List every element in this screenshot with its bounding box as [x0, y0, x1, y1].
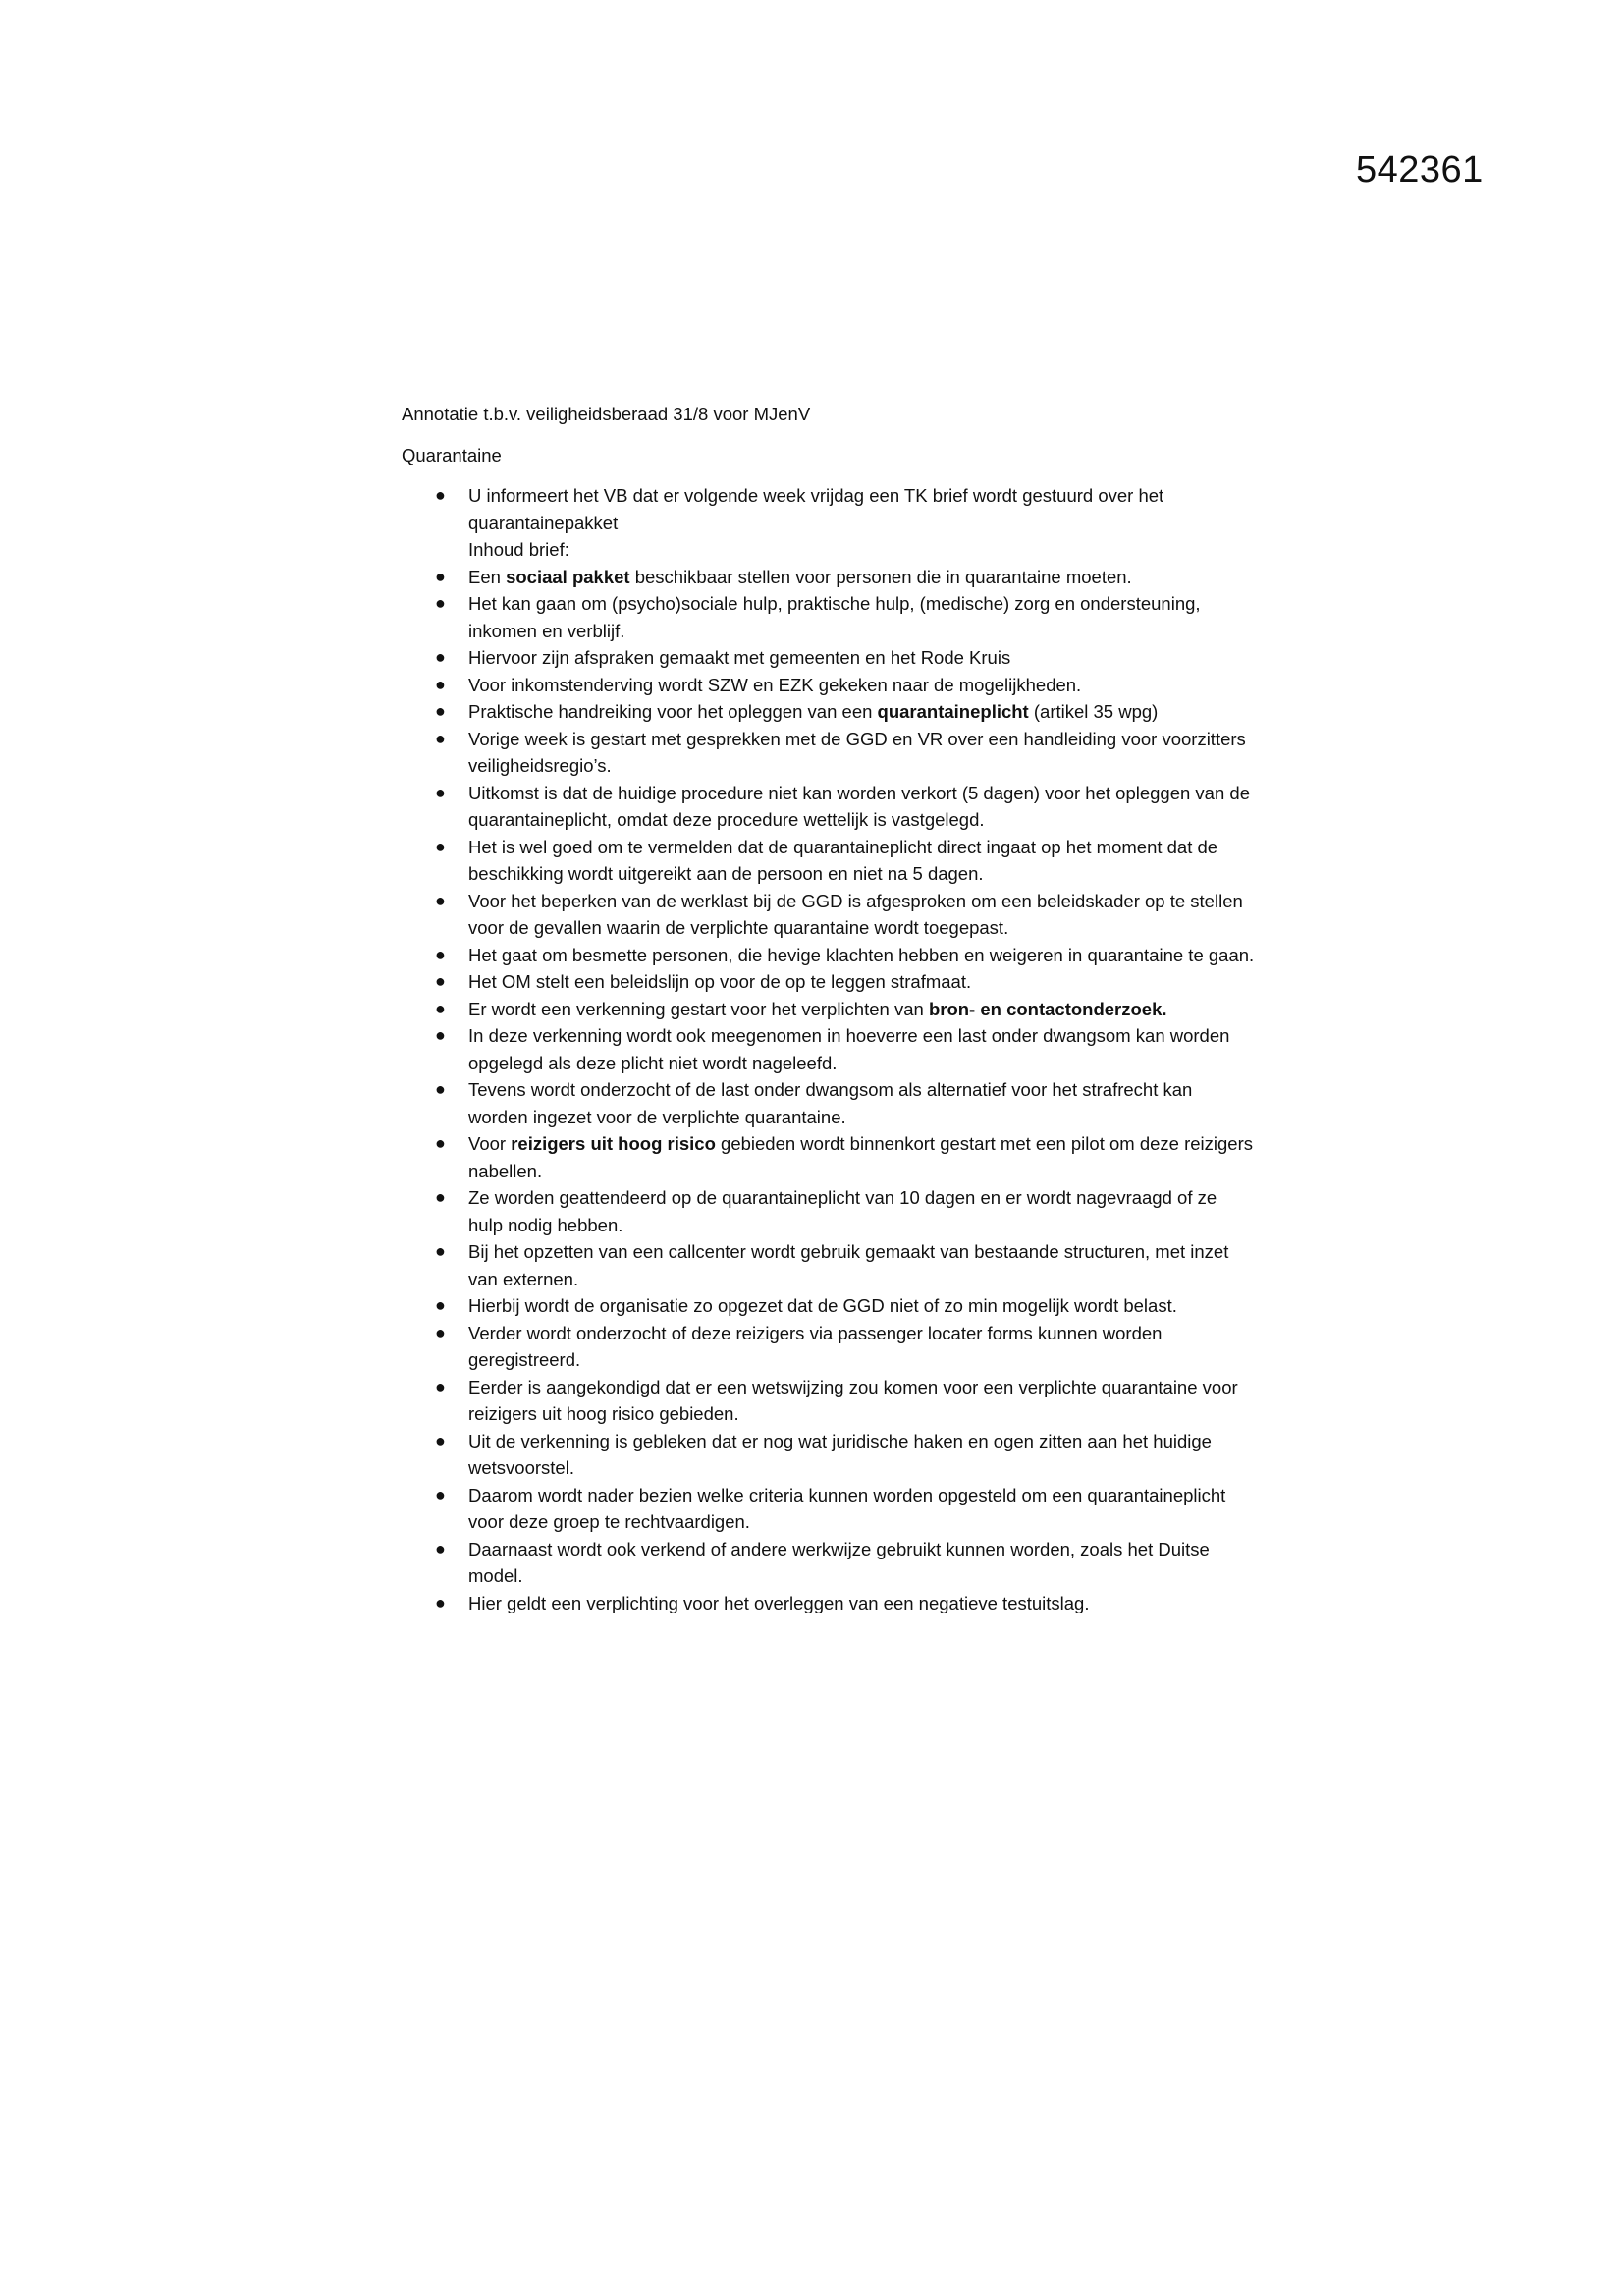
bullet-icon: ● — [435, 1430, 446, 1450]
list-item-text: Eerder is aangekondigd dat er een wetswijzing zou komen voor een verplichte quarantaine voor reizigers uit hoog risico gebieden. — [468, 1376, 1238, 1424]
bullet-icon: ● — [435, 944, 446, 964]
list-item-text: Het kan gaan om (psycho)sociale hulp, praktische hulp, (medische) zorg en ondersteuning, inkomen en verblijf. — [468, 593, 1201, 641]
inhoud-label: Inhoud brief: — [468, 539, 569, 560]
list-item-text-end: gebieden wordt binnenkort gestart met een pilot om deze reizigers nabellen. — [468, 1133, 1253, 1181]
list-item — [402, 942, 1256, 969]
list-item — [402, 1076, 1256, 1130]
bullet-icon: ● — [435, 1079, 446, 1099]
bullet-icon: ● — [435, 1241, 446, 1261]
bullet-icon: ● — [435, 674, 446, 694]
list-item-text: Er wordt een verkenning gestart voor het verplichten van — [468, 998, 929, 1019]
list-item-text: In deze verkenning wordt ook meegenomen in hoeverre een last onder dwangsom kan worden opgelegd als deze plicht niet wordt nageleefd. — [468, 1025, 1230, 1073]
list-item — [402, 968, 1256, 996]
list-item-emphasis: bron- en contactonderzoek. — [928, 998, 1167, 1019]
document-title: Annotatie t.b.v. veiligheidsberaad 31/8 voor MJenV — [402, 404, 811, 424]
list-item-text: Ze worden geattendeerd op de quarantaineplicht van 10 dagen en er wordt nagevraagd of ze hulp nodig hebben. — [468, 1187, 1217, 1235]
bullet-icon: ● — [435, 1025, 446, 1045]
list-item-text: Daarnaast wordt ook verkend of andere werkwijze gebruikt kunnen worden, zoals het Duitse model. — [468, 1538, 1210, 1586]
bullet-icon: ● — [435, 1133, 446, 1153]
list-item-text: Bij het opzetten van een callcenter wordt gebruik gemaakt van bestaande structuren, met inzet van externen. — [468, 1241, 1229, 1289]
bullet-icon: ● — [435, 1592, 446, 1613]
list-item — [402, 1238, 1256, 1292]
list-item — [402, 780, 1256, 834]
list-item — [402, 888, 1256, 942]
list-item — [402, 590, 1256, 644]
list-item — [402, 1130, 1256, 1184]
list-item-text: Het OM stelt een beleidslijn op voor de op te leggen strafmaat. — [468, 971, 972, 992]
list-item-text: Hier geldt een verplichting voor het overleggen van een negatieve testuitslag. — [468, 1592, 1090, 1613]
bullet-icon: ● — [435, 890, 446, 910]
list-item — [402, 996, 1256, 1023]
bullet-icon: ● — [435, 728, 446, 748]
bullet-icon: ● — [435, 1538, 446, 1558]
intro-list — [402, 482, 1256, 536]
section-heading: Quarantaine — [402, 444, 502, 465]
list-item — [402, 834, 1256, 888]
list-item — [402, 1184, 1256, 1238]
list-item-emphasis: quarantaineplicht — [877, 701, 1029, 722]
list-item-text: Voor inkomstenderving wordt SZW en EZK gekeken naar de mogelijkheden. — [468, 674, 1082, 695]
list-item — [402, 698, 1256, 726]
bullet-icon: ● — [435, 593, 446, 613]
list-item — [402, 672, 1256, 699]
bullet-icon: ● — [435, 701, 446, 721]
list-item-text: Voor het beperken van de werklast bij de GGD is afgesproken om een beleidskader op te stellen voor de gevallen waarin de verplichte quarantaine wordt toegepast. — [468, 890, 1243, 938]
list-item-text-end: (artikel 35 wpg) — [1028, 701, 1159, 722]
list-item-text: Daarom wordt nader bezien welke criteria kunnen worden opgesteld om een quarantaineplicht voor deze groep te rechtvaardigen. — [468, 1484, 1226, 1532]
list-item-text: Hierbij wordt de organisatie zo opgezet dat de GGD niet of zo min mogelijk wordt belast. — [468, 1295, 1177, 1316]
list-item-text: Praktische handreiking voor het opleggen van een — [468, 701, 878, 722]
list-item-emphasis: sociaal pakket — [506, 566, 630, 587]
bullet-icon: ● — [435, 647, 446, 667]
bullet-icon: ● — [435, 485, 446, 505]
list-item — [402, 564, 1256, 591]
list-item — [402, 1428, 1256, 1482]
list-item-text: Voor — [468, 1133, 512, 1154]
list-item-text-end: beschikbaar stellen voor personen die in quarantaine moeten. — [629, 566, 1132, 587]
list-item-text: Uitkomst is dat de huidige procedure niet kan worden verkort (5 dagen) voor het opleggen van de quarantaineplicht, omdat deze procedure wettelijk is vastgelegd. — [468, 782, 1250, 830]
list-item — [402, 482, 1256, 536]
list-item — [402, 1022, 1256, 1076]
list-item — [402, 644, 1256, 672]
document-body — [402, 401, 1256, 1616]
bullet-icon: ● — [435, 1376, 446, 1396]
bullet-icon: ● — [435, 836, 446, 856]
list-item-text: Het is wel goed om te vermelden dat de quarantaineplicht direct ingaat op het moment dat de beschikking wordt uitgereikt aan de persoon en niet na 5 dagen. — [468, 836, 1218, 884]
list-item — [402, 1292, 1256, 1320]
list-item-text: Hiervoor zijn afspraken gemaakt met gemeenten en het Rode Kruis — [468, 647, 1011, 668]
list-item — [402, 1320, 1256, 1374]
list-item — [402, 1590, 1256, 1617]
list-item-text: Verder wordt onderzocht of deze reizigers via passenger locater forms kunnen worden geregistreerd. — [468, 1322, 1163, 1370]
list-item — [402, 1374, 1256, 1428]
bullet-icon: ● — [435, 782, 446, 802]
list-item-emphasis: reizigers uit hoog risico — [511, 1133, 716, 1154]
bullet-icon: ● — [435, 1322, 446, 1342]
list-item — [402, 1536, 1256, 1590]
bullet-icon: ● — [435, 1295, 446, 1315]
bullet-icon: ● — [435, 998, 446, 1018]
bullet-list — [402, 564, 1256, 1617]
list-item-text: Vorige week is gestart met gesprekken met de GGD en VR over een handleiding voor voorzitters veiligheidsregio’s. — [468, 728, 1246, 776]
list-item — [402, 1482, 1256, 1536]
list-item-text: U informeert het VB dat er volgende week vrijdag een TK brief wordt gestuurd over het quarantainepakket — [468, 485, 1164, 533]
list-item-text: Het gaat om besmette personen, die hevige klachten hebben en weigeren in quarantaine te gaan. — [468, 944, 1255, 965]
bullet-icon: ● — [435, 1187, 446, 1207]
list-item-text: Een — [468, 566, 507, 587]
bullet-icon: ● — [435, 1484, 446, 1504]
bullet-icon: ● — [435, 566, 446, 586]
document-number: 542361 — [1356, 149, 1484, 191]
list-item — [402, 726, 1256, 780]
bullet-icon: ● — [435, 971, 446, 991]
list-item-text: Tevens wordt onderzocht of de last onder dwangsom als alternatief voor het strafrecht kan worden ingezet voor de verplichte quarantaine. — [468, 1079, 1193, 1127]
list-item-text: Uit de verkenning is gebleken dat er nog wat juridische haken en ogen zitten aan het huidige wetsvoorstel. — [468, 1430, 1212, 1478]
